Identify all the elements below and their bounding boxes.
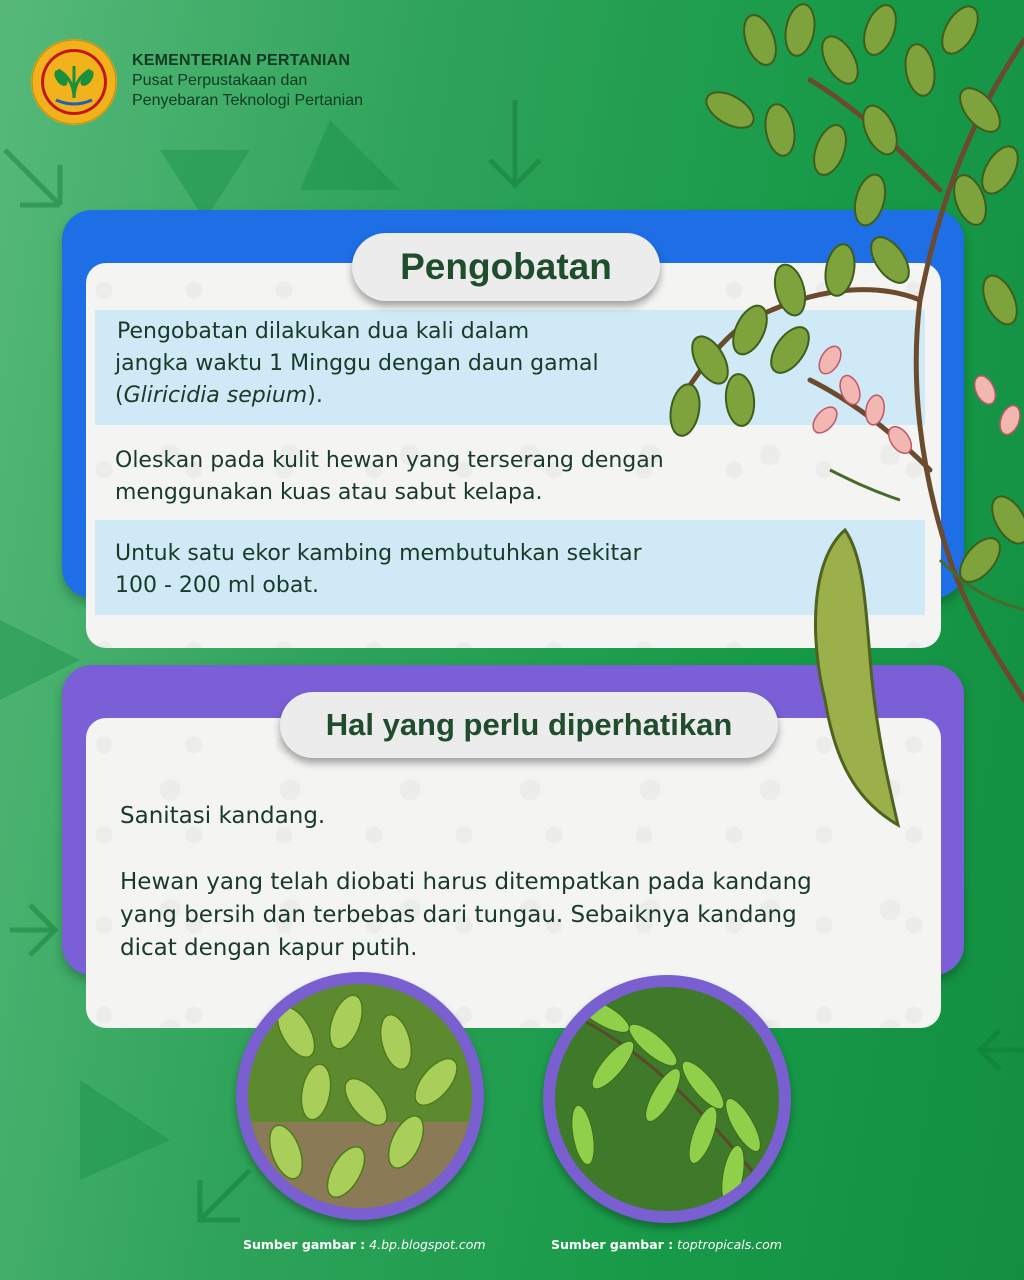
treatment-item-1-line1: Pengobatan dilakukan dua kali dalam	[117, 319, 530, 344]
treatment-item-2-line1: Oleskan pada kulit hewan yang terserang dengan	[115, 448, 664, 473]
credit-label-2: Sumber gambar :	[551, 1237, 674, 1252]
gliricidia-illustration	[640, 0, 1024, 860]
photo-credit-1	[243, 1237, 486, 1252]
org-name: KEMENTERIAN PERTANIAN	[132, 52, 351, 69]
species-name: Gliricidia sepium	[123, 383, 308, 408]
treatment-title: Pengobatan	[352, 233, 660, 301]
plant-photo-1	[236, 972, 484, 1220]
notes-item-2-line2: yang bersih dan terbebas dari tungau. Sebaiknya kandang	[120, 902, 797, 928]
treatment-item-2-line2: menggunakan kuas atau sabut kelapa.	[115, 480, 543, 505]
org-subtitle-line2: Penyebaran Teknologi Pertanian	[132, 92, 363, 109]
photo-credit-2	[551, 1237, 782, 1252]
paren-close: ).	[307, 383, 323, 408]
plant-photo-1-image	[236, 972, 484, 1220]
plant-photo-2	[543, 975, 791, 1223]
paren-open: (	[115, 383, 124, 408]
ministry-logo	[30, 38, 118, 126]
credit-source-2: toptropicals.com	[677, 1237, 782, 1252]
credit-source-1: 4.bp.blogspot.com	[369, 1237, 486, 1252]
notes-item-2-line3: dicat dengan kapur putih.	[120, 935, 418, 961]
notes-item-2	[120, 866, 920, 965]
treatment-item-3-line2: 100 - 200 ml obat.	[115, 573, 319, 598]
treatment-item-3-line1: Untuk satu ekor kambing membutuhkan sekitar	[115, 541, 642, 566]
org-subtitle-line1: Pusat Perpustakaan dan	[132, 72, 308, 89]
notes-item-2-line1: Hewan yang telah diobati harus ditempatkan pada kandang	[120, 869, 812, 895]
credit-label-1: Sumber gambar :	[243, 1237, 366, 1252]
notes-item-1: Sanitasi kandang.	[120, 803, 326, 829]
notes-title: Hal yang perlu diperhatikan	[280, 692, 778, 758]
plant-photo-2-image	[543, 975, 791, 1223]
org-block	[132, 52, 363, 110]
treatment-item-1-line2: jangka waktu 1 Minggu dengan daun gamal	[115, 351, 599, 376]
